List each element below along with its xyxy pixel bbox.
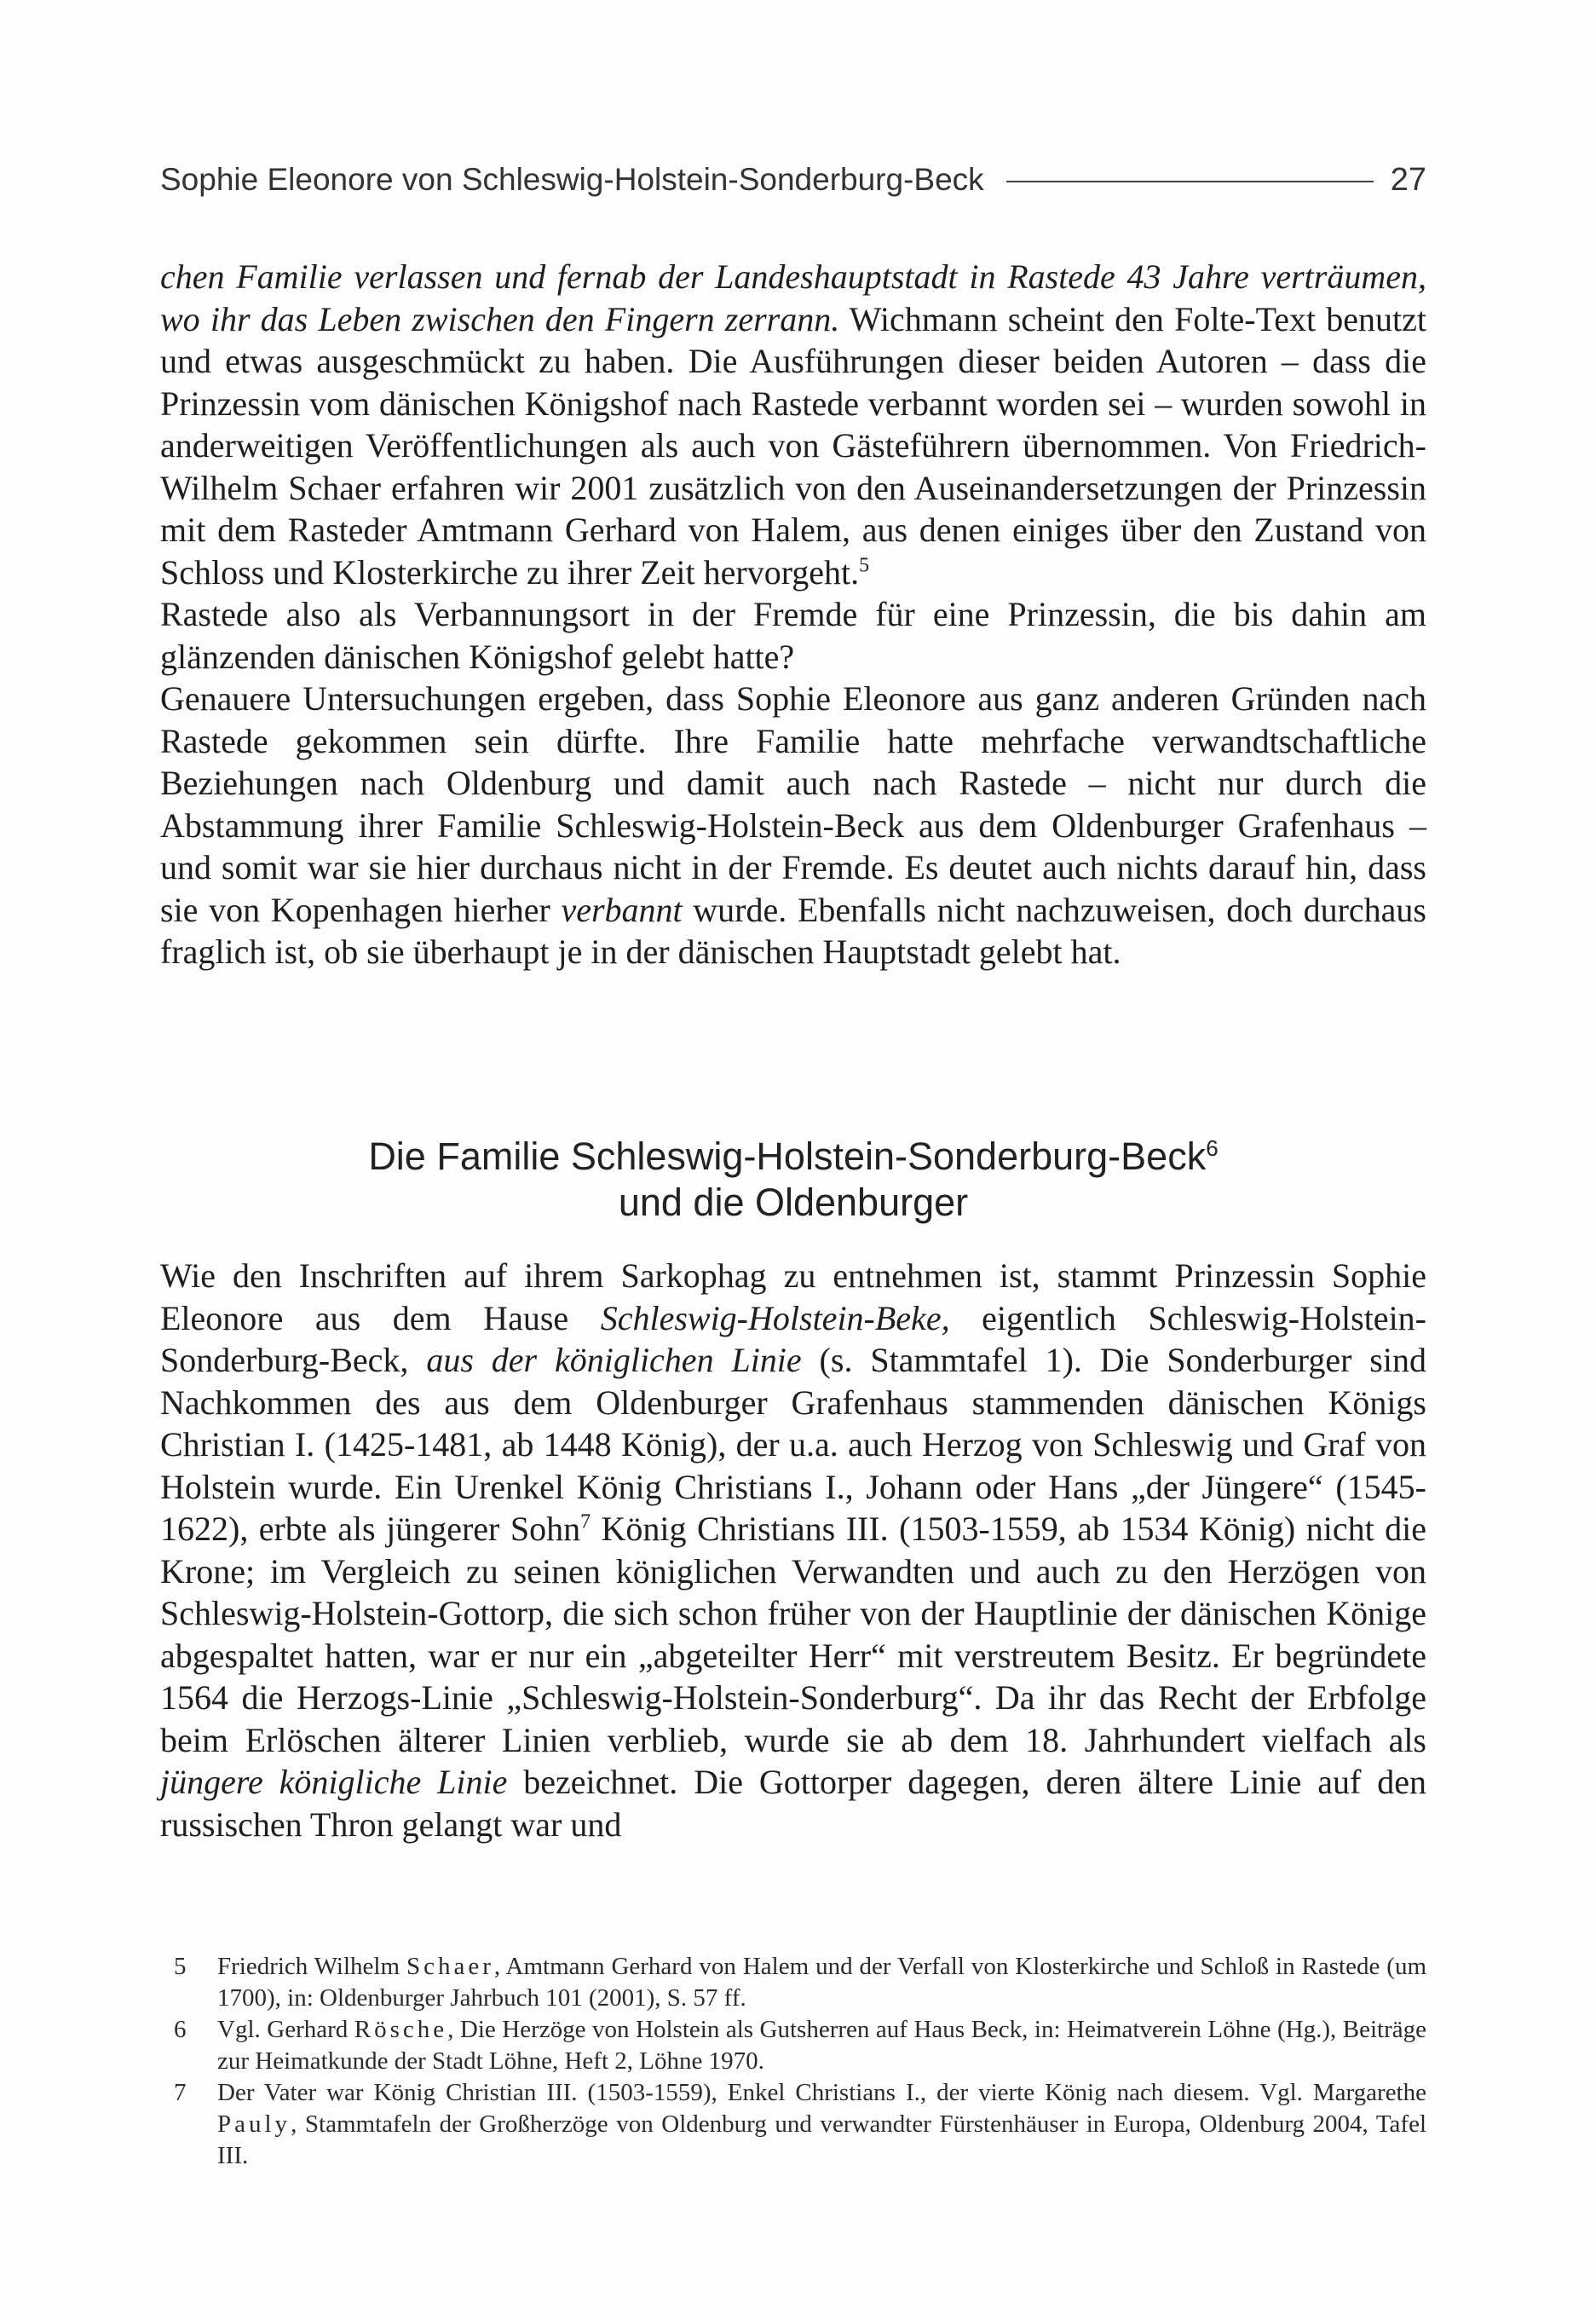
footnote-6 — [174, 2014, 1426, 2077]
paragraph-4-text-5: bezeichnet. Die Gottorper dagegen, deren ältere Linie auf den russischen Thron gelangt war und — [160, 1763, 1427, 1844]
footnotes — [174, 1951, 1426, 2172]
footnote-text-pre: Der Vater war König Christian III. (1503-1559), Enkel Christians I., der vierte König nach diesem. Vgl. Margarethe — [217, 2079, 1426, 2106]
footnote-text — [217, 1951, 1426, 2014]
paragraph-4-text-3: (s. Stammtafel 1). Die Sonderburger sind Nachkommen des aus dem Oldenburger Grafenhaus stammenden dänischen Königs Christian I. (1425-1481, ab 1448 König), der u.a. auch Herzog von Schleswig und Graf von Holstein wurde. Ein Urenkel König Christians I., Johann oder Hans „der Jüngere“ (1545-1622), erbte als jüngerer Sohn — [160, 1341, 1426, 1548]
footnote-text-post: , Stammtafeln der Großherzöge von Oldenburg und verwandter Fürstenhäuser in Europa, Oldenburg 2004, Tafel III. — [217, 2110, 1426, 2169]
footnote-number: 6 — [174, 2016, 187, 2043]
footnote-text-post: , Die Herzöge von Holstein als Gutsherren auf Haus Beck, in: Heimatverein Löhne (Hg.), Beiträge zur Heimatkunde der Stadt Löhne, Heft 2, Löhne 1970. — [217, 2016, 1426, 2075]
footnote-ref-6: 6 — [1206, 1135, 1219, 1161]
emphasis-younger-line: jüngere königliche Linie — [160, 1763, 508, 1801]
footnote-5 — [174, 1951, 1426, 2014]
footnote-author: Schaer — [406, 1953, 494, 1980]
emphasis-house-name: Schleswig-Holstein-Beke, — [600, 1298, 950, 1337]
footnote-number: 7 — [174, 2079, 187, 2106]
body-text-lower — [160, 1255, 1426, 1845]
paragraph-2: Rastede also als Verbannungsort in der Fremde für eine Prinzessin, die bis dahin am glänzenden dänischen Königshof gelebt hatte? — [160, 595, 1426, 676]
paragraph-4-text-2: eigentlich Schleswig-Holstein-Sonderburg-Beck, — [160, 1298, 1426, 1379]
footnote-7 — [174, 2077, 1426, 2172]
footnote-text — [217, 2014, 1426, 2077]
section-heading-line-1 — [160, 1134, 1426, 1180]
emphasis-royal-line: aus der königlichen Linie — [426, 1341, 802, 1379]
paragraph-3-text-a: Genauere Untersuchungen ergeben, dass Sophie Eleonore aus ganz anderen Gründen nach Rastede gekommen sein dürfte. Ihre Familie hatte mehrfache verwandtschaftliche Beziehungen nach Oldenburg und damit auch nach Rastede – nicht nur durch die Abstammung ihrer Familie Schleswig-Holstein-Beck aus dem Oldenburger Grafenhaus – und somit war sie hier durchaus nicht in der Fremde. Es deutet auch nichts darauf hin, dass sie von Kopenhagen hierher — [160, 679, 1426, 929]
body-text-upper — [160, 256, 1426, 973]
section-heading — [160, 1134, 1426, 1226]
footnote-author: Rösche — [354, 2016, 448, 2043]
footnote-author: Pauly — [217, 2110, 291, 2138]
paragraph-1 — [160, 256, 1426, 593]
footnote-text-pre: Friedrich Wilhelm — [217, 1953, 406, 1980]
footnote-ref-7: 7 — [580, 1510, 591, 1533]
running-head-title: Sophie Eleonore von Schleswig-Holstein-Sonderburg-Beck — [160, 162, 984, 197]
footnote-text-pre: Vgl. Gerhard — [217, 2016, 354, 2043]
paragraph-4-text-4: König Christians III. (1503-1559, ab 1534 König) nicht die Krone; im Vergleich zu seinen königlichen Verwandten und auch zu den Herzögen von Schleswig-Holstein-Gottorp, die sich schon früher von der Hauptlinie der dänischen Könige abgespaltet hatten, war er nur ein „abgeteilter Herr“ mit verstreutem Besitz. Er begründete 1564 die Herzogs-Linie „Schleswig-Holstein-Sonderburg“. Da ihr das Recht der Erbfolge beim Erlöschen älterer Linien verblieb, wurde sie ab dem 18. Jahrhundert vielfach als — [160, 1510, 1427, 1759]
page-number: 27 — [1390, 161, 1426, 198]
paragraph-3-text-b: wurde. Ebenfalls nicht nachzuweisen, doch durchaus fraglich ist, ob sie überhaupt je in der dänischen Hauptstadt gelebt hat. — [160, 890, 1426, 971]
footnote-text — [217, 2077, 1426, 2172]
section-heading-title: Die Familie Schleswig-Holstein-Sonderburg-Beck — [368, 1135, 1207, 1178]
running-head — [160, 156, 1426, 204]
footnote-ref-5: 5 — [859, 554, 870, 577]
paragraph-4-text-1: Wie den Inschriften auf ihrem Sarkophag zu entnehmen ist, stammt Prinzessin Sophie Eleonore aus dem Hause — [160, 1256, 1426, 1337]
paragraph-3 — [160, 678, 1426, 973]
quote-italic: chen Familie verlassen und fernab der Landeshauptstadt in Rastede 43 Jahre verträumen, wo ihr das Leben zwischen den Fingern zerrann. — [160, 257, 1426, 338]
emphasis-verbannt: verbannt — [561, 890, 683, 929]
section-heading-line-2: und die Oldenburger — [618, 1181, 969, 1224]
running-head-rule — [1006, 181, 1374, 182]
paragraph-4 — [160, 1255, 1426, 1845]
paragraph-1-text: Wichmann scheint den Folte-Text benutzt und etwas ausgeschmückt zu haben. Die Ausführungen dieser beiden Autoren – dass die Prinzessin vom dänischen Königshof nach Rastede verbannt worden sei – wurden sowohl in anderweitigen Veröffentlichungen als auch von Gästeführern übernommen. Von Friedrich-Wilhelm Schaer erfahren wir 2001 zusätzlich von den Auseinandersetzungen der Prinzessin mit dem Rasteder Amtmann Gerhard von Halem, aus denen einiges über den Zustand von Schloss und Klosterkirche zu ihrer Zeit hervorgeht. — [160, 299, 1427, 592]
footnote-number: 5 — [174, 1953, 187, 1980]
footnote-text-post: , Amtmann Gerhard von Halem und der Verfall von Klosterkirche und Schloß in Rastede (um 1700), in: Oldenburger Jahrbuch 101 (2001), S. 57 ff. — [217, 1953, 1426, 2012]
